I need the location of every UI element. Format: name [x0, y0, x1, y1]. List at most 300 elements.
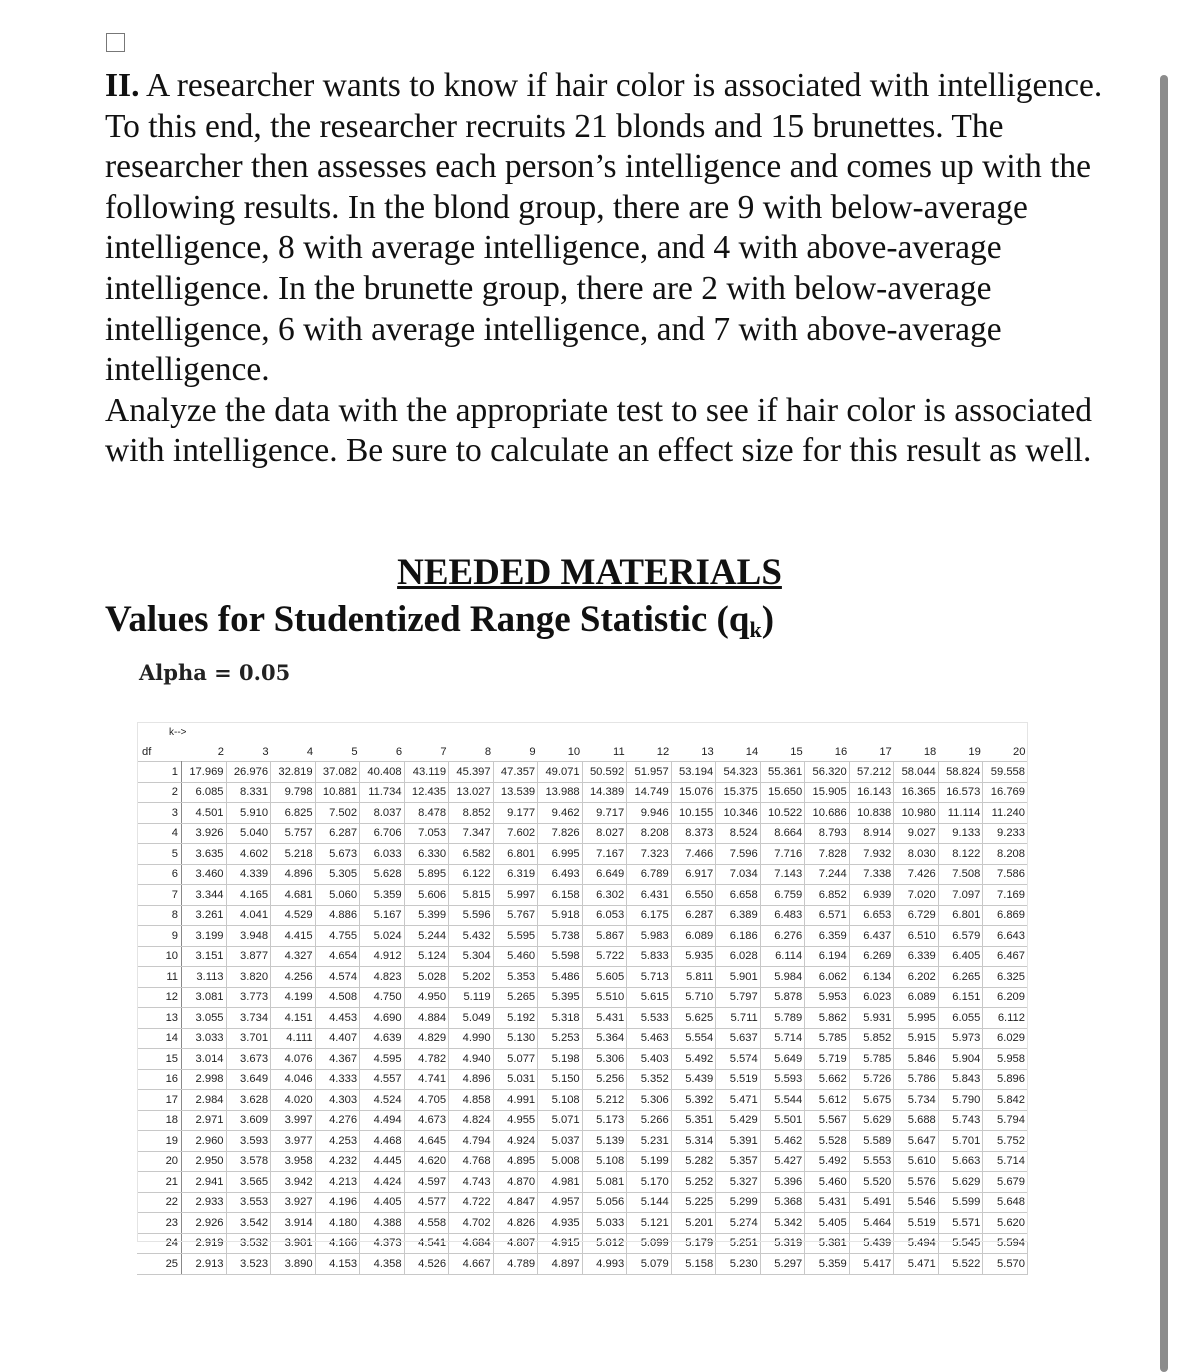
- q-value-cell: 5.815: [449, 885, 494, 906]
- q-value-cell: 4.020: [271, 1090, 316, 1111]
- q-value-cell: 6.483: [760, 905, 805, 926]
- q-value-cell: 56.320: [805, 762, 850, 783]
- q-value-cell: 10.155: [671, 803, 716, 824]
- q-value-cell: 5.878: [760, 987, 805, 1008]
- q-value-cell: 7.097: [938, 885, 983, 906]
- k-header: 15: [790, 745, 803, 758]
- q-value-cell: 7.338: [849, 864, 894, 885]
- q-value-cell: 4.367: [315, 1049, 360, 1070]
- studentized-range-table: [137, 722, 1028, 1270]
- q-value-cell: 5.198: [538, 1049, 583, 1070]
- q-value-cell: 5.031: [493, 1069, 538, 1090]
- q-value-cell: 6.158: [538, 885, 583, 906]
- q-value-cell: 3.199: [182, 926, 227, 947]
- df-cell: 2: [137, 782, 182, 803]
- q-value-cell: 5.192: [493, 1008, 538, 1029]
- q-value-cell: 4.896: [271, 864, 316, 885]
- question-paragraph-1: [105, 66, 1105, 391]
- q-value-cell: 5.647: [894, 1131, 939, 1152]
- q-value-cell: 4.424: [360, 1172, 405, 1193]
- q-value-cell: 5.752: [983, 1131, 1028, 1152]
- alpha-label: Alpha = 0.05: [139, 660, 291, 685]
- q-value-cell: 5.596: [449, 905, 494, 926]
- q-value-cell: 4.574: [315, 967, 360, 988]
- q-value-cell: 4.681: [271, 885, 316, 906]
- q-value-cell: 6.186: [716, 926, 761, 947]
- q-value-cell: 7.167: [582, 844, 627, 865]
- q-value-cell: 6.649: [582, 864, 627, 885]
- q-value-cell: 4.990: [449, 1028, 494, 1049]
- q-value-cell: 5.492: [671, 1049, 716, 1070]
- q-value-cell: 3.261: [182, 905, 227, 926]
- vertical-scrollbar[interactable]: [1160, 75, 1168, 1372]
- q-value-cell: 9.133: [938, 823, 983, 844]
- q-value-cell: 6.202: [894, 967, 939, 988]
- q-value-cell: 11.734: [360, 782, 405, 803]
- table-row: [137, 1151, 1028, 1172]
- q-value-cell: 5.399: [404, 905, 449, 926]
- q-value-cell: 4.829: [404, 1028, 449, 1049]
- q-value-cell: 5.895: [404, 864, 449, 885]
- table-row: [137, 885, 1028, 906]
- q-value-cell: 4.940: [449, 1049, 494, 1070]
- q-value-cell: 6.571: [805, 905, 850, 926]
- q-value-cell: 6.114: [760, 946, 805, 967]
- q-value-cell: 5.251: [716, 1233, 761, 1254]
- q-value-cell: 4.639: [360, 1028, 405, 1049]
- q-value-cell: 9.177: [493, 803, 538, 824]
- q-value-cell: 4.684: [449, 1233, 494, 1254]
- q-value-cell: 5.570: [983, 1254, 1028, 1275]
- q-value-cell: 5.299: [716, 1192, 761, 1213]
- q-value-cell: 4.196: [315, 1192, 360, 1213]
- q-value-cell: 5.359: [805, 1254, 850, 1275]
- q-value-cell: 3.014: [182, 1049, 227, 1070]
- q-value-cell: 4.722: [449, 1192, 494, 1213]
- q-value-cell: 6.852: [805, 885, 850, 906]
- q-value-cell: 4.558: [404, 1213, 449, 1234]
- df-cell: 18: [137, 1110, 182, 1131]
- q-value-cell: 6.085: [182, 782, 227, 803]
- q-value-cell: 5.121: [627, 1213, 672, 1234]
- q-value-cell: 5.612: [805, 1090, 850, 1111]
- df-header: df: [142, 745, 152, 758]
- q-value-cell: 4.915: [538, 1233, 583, 1254]
- q-value-cell: 2.960: [182, 1131, 227, 1152]
- q-value-cell: 6.269: [849, 946, 894, 967]
- q-value-cell: 5.256: [582, 1069, 627, 1090]
- df-cell: 7: [137, 885, 182, 906]
- q-value-cell: 32.819: [271, 762, 316, 783]
- q-value-cell: 5.431: [805, 1192, 850, 1213]
- q-value-cell: 3.890: [271, 1254, 316, 1275]
- q-value-cell: 3.820: [226, 967, 271, 988]
- table-row: [137, 864, 1028, 885]
- k-header: 11: [613, 745, 625, 758]
- q-value-cell: 5.995: [894, 1008, 939, 1029]
- df-cell: 3: [137, 803, 182, 824]
- q-value-cell: 5.202: [449, 967, 494, 988]
- q-value-cell: 5.574: [716, 1049, 761, 1070]
- q-value-cell: 5.212: [582, 1090, 627, 1111]
- q-value-cell: 7.347: [449, 823, 494, 844]
- q-value-cell: 2.926: [182, 1213, 227, 1234]
- q-value-cell: 5.304: [449, 946, 494, 967]
- answer-checkbox[interactable]: [106, 33, 125, 52]
- k-header: 19: [968, 745, 981, 758]
- k-arrow-label: k-->: [169, 726, 187, 738]
- q-value-cell: 4.153: [315, 1254, 360, 1275]
- q-value-cell: 3.553: [226, 1192, 271, 1213]
- q-value-cell: 58.824: [938, 762, 983, 783]
- q-value-cell: 4.445: [360, 1151, 405, 1172]
- q-value-cell: 7.602: [493, 823, 538, 844]
- q-value-cell: 5.610: [894, 1151, 939, 1172]
- q-value-cell: 5.486: [538, 967, 583, 988]
- q-value-cell: 5.460: [493, 946, 538, 967]
- q-value-cell: 5.265: [493, 987, 538, 1008]
- q-value-cell: 4.339: [226, 864, 271, 885]
- q-value-cell: 4.232: [315, 1151, 360, 1172]
- q-value-cell: 4.750: [360, 987, 405, 1008]
- question-text: A researcher wants to know if hair color is associated with intelligence. To this end, the researcher recruits 21 blonds and 15 brunettes. The researcher then assesses each person’s intelligence and comes up with the following results. In the blond group, there are 9 with below-average intelligence, 8 with average intelligence, and 4 with above-average intelligence. In the brunette group, there are 2 with below-average intelligence, 6 with average intelligence, and 7 with above-average intelligence.: [105, 67, 1103, 389]
- q-value-cell: 6.510: [894, 926, 939, 947]
- q-value-cell: 6.579: [938, 926, 983, 947]
- q-value-cell: 6.405: [938, 946, 983, 967]
- q-value-cell: 3.914: [271, 1213, 316, 1234]
- q-value-cell: 5.359: [360, 885, 405, 906]
- q-value-cell: 4.823: [360, 967, 405, 988]
- q-value-cell: 8.037: [360, 803, 405, 824]
- k-header: 17: [879, 745, 892, 758]
- q-value-cell: 5.028: [404, 967, 449, 988]
- table-row: [137, 762, 1028, 783]
- q-value-cell: 3.942: [271, 1172, 316, 1193]
- k-header: 5: [351, 745, 358, 758]
- q-value-cell: 4.577: [404, 1192, 449, 1213]
- df-cell: 25: [137, 1254, 182, 1275]
- q-value-cell: 5.915: [894, 1028, 939, 1049]
- q-value-cell: 9.946: [627, 803, 672, 824]
- q-value-cell: 5.040: [226, 823, 271, 844]
- q-value-cell: 5.368: [760, 1192, 805, 1213]
- df-cell: 4: [137, 823, 182, 844]
- q-value-cell: 6.062: [805, 967, 850, 988]
- table-title: [105, 598, 774, 643]
- q-value-cell: 3.081: [182, 987, 227, 1008]
- q-value-cell: 3.113: [182, 967, 227, 988]
- table-row: [137, 1008, 1028, 1029]
- q-value-cell: 4.253: [315, 1131, 360, 1152]
- q-value-cell: 5.615: [627, 987, 672, 1008]
- q-value-cell: 3.593: [226, 1131, 271, 1152]
- table-row: [137, 1090, 1028, 1111]
- q-value-cell: 5.554: [671, 1028, 716, 1049]
- q-value-cell: 5.060: [315, 885, 360, 906]
- q-value-cell: 4.529: [271, 905, 316, 926]
- q-value-cell: 5.625: [671, 1008, 716, 1029]
- q-value-cell: 16.365: [894, 782, 939, 803]
- q-value-cell: 5.024: [360, 926, 405, 947]
- q-value-cell: 3.673: [226, 1049, 271, 1070]
- q-value-cell: 3.948: [226, 926, 271, 947]
- q-value-cell: 5.464: [849, 1213, 894, 1234]
- q-value-cell: 12.435: [404, 782, 449, 803]
- q-value-cell: 4.256: [271, 967, 316, 988]
- q-value-cell: 5.544: [760, 1090, 805, 1111]
- q-value-cell: 5.201: [671, 1213, 716, 1234]
- q-value-cell: 5.494: [894, 1233, 939, 1254]
- q-value-cell: 5.605: [582, 967, 627, 988]
- q-value-cell: 5.546: [894, 1192, 939, 1213]
- q-value-cell: 5.282: [671, 1151, 716, 1172]
- q-value-cell: 4.789: [493, 1254, 538, 1275]
- df-cell: 11: [137, 967, 182, 988]
- k-header: 9: [529, 745, 536, 758]
- q-value-cell: 3.033: [182, 1028, 227, 1049]
- q-value-cell: 5.904: [938, 1049, 983, 1070]
- q-value-cell: 4.358: [360, 1254, 405, 1275]
- q-value-cell: 5.460: [805, 1172, 850, 1193]
- q-value-cell: 5.598: [538, 946, 583, 967]
- table-row: [137, 803, 1028, 824]
- q-value-cell: 4.165: [226, 885, 271, 906]
- q-value-cell: 5.158: [671, 1254, 716, 1275]
- q-value-cell: 5.571: [938, 1213, 983, 1234]
- q-value-cell: 8.027: [582, 823, 627, 844]
- q-value-cell: 4.847: [493, 1192, 538, 1213]
- q-value-cell: 5.935: [671, 946, 716, 967]
- q-value-cell: 3.532: [226, 1233, 271, 1254]
- q-value-cell: 5.726: [849, 1069, 894, 1090]
- q-value-cell: 3.977: [271, 1131, 316, 1152]
- q-value-cell: 14.389: [582, 782, 627, 803]
- q-value-cell: 4.654: [315, 946, 360, 967]
- q-value-cell: 2.933: [182, 1192, 227, 1213]
- q-value-cell: 7.169: [983, 885, 1028, 906]
- q-value-cell: 3.523: [226, 1254, 271, 1275]
- q-value-cell: 13.539: [493, 782, 538, 803]
- q-value-cell: 4.743: [449, 1172, 494, 1193]
- q-value-cell: 4.886: [315, 905, 360, 926]
- table-row: [137, 1131, 1028, 1152]
- q-value-cell: 5.553: [849, 1151, 894, 1172]
- q-value-cell: 5.173: [582, 1110, 627, 1131]
- q-value-cell: 5.797: [716, 987, 761, 1008]
- q-value-cell: 5.862: [805, 1008, 850, 1029]
- q-value-cell: 7.932: [849, 844, 894, 865]
- q-value-cell: 6.287: [671, 905, 716, 926]
- q-value-cell: 16.573: [938, 782, 983, 803]
- q-value-cell: 4.407: [315, 1028, 360, 1049]
- q-value-cell: 6.389: [716, 905, 761, 926]
- q-value-cell: 6.339: [894, 946, 939, 967]
- table-row: [137, 1192, 1028, 1213]
- q-value-cell: 58.044: [894, 762, 939, 783]
- q-value-cell: 4.333: [315, 1069, 360, 1090]
- q-value-cell: 5.785: [805, 1028, 850, 1049]
- q-value-cell: 3.773: [226, 987, 271, 1008]
- df-cell: 21: [137, 1172, 182, 1193]
- q-value-cell: 5.403: [627, 1049, 672, 1070]
- k-header: 13: [701, 745, 714, 758]
- df-cell: 14: [137, 1028, 182, 1049]
- q-value-cell: 5.629: [849, 1110, 894, 1131]
- k-header: 14: [745, 745, 759, 758]
- q-value-cell: 7.586: [983, 864, 1028, 885]
- q-value-cell: 10.838: [849, 803, 894, 824]
- q-value-cell: 4.782: [404, 1049, 449, 1070]
- q-value-cell: 5.012: [582, 1233, 627, 1254]
- q-value-cell: 5.170: [627, 1172, 672, 1193]
- q-value-cell: 5.973: [938, 1028, 983, 1049]
- q-value-cell: 5.528: [805, 1131, 850, 1152]
- q-value-cell: 8.208: [627, 823, 672, 844]
- q-value-cell: 4.526: [404, 1254, 449, 1275]
- q-value-cell: 5.463: [627, 1028, 672, 1049]
- q-value-cell: 5.432: [449, 926, 494, 947]
- q-value-cell: 5.896: [983, 1069, 1028, 1090]
- q-value-cell: 3.701: [226, 1028, 271, 1049]
- q-value-cell: 4.896: [449, 1069, 494, 1090]
- q-value-cell: 5.673: [315, 844, 360, 865]
- q-value-cell: 6.825: [271, 803, 316, 824]
- q-value-cell: 6.467: [983, 946, 1028, 967]
- q-value-cell: 2.919: [182, 1233, 227, 1254]
- q-value-cell: 5.711: [716, 1008, 761, 1029]
- q-value-cell: 4.557: [360, 1069, 405, 1090]
- q-value-cell: 37.082: [315, 762, 360, 783]
- q-value-cell: 5.629: [938, 1172, 983, 1193]
- q-value-cell: 3.927: [271, 1192, 316, 1213]
- q-value-cell: 5.713: [627, 967, 672, 988]
- q-value-cell: 5.738: [538, 926, 583, 947]
- q-value-cell: 6.055: [938, 1008, 983, 1029]
- q-value-cell: 4.645: [404, 1131, 449, 1152]
- q-value-cell: 5.395: [538, 987, 583, 1008]
- q-value-cell: 51.957: [627, 762, 672, 783]
- q-value-cell: 5.910: [226, 803, 271, 824]
- q-value-cell: 4.673: [404, 1110, 449, 1131]
- df-cell: 23: [137, 1213, 182, 1234]
- q-value-cell: 5.648: [983, 1192, 1028, 1213]
- q-value-cell: 5.867: [582, 926, 627, 947]
- q-value-cell: 4.895: [493, 1151, 538, 1172]
- q-value-cell: 6.729: [894, 905, 939, 926]
- q-value-cell: 8.524: [716, 823, 761, 844]
- q-value-cell: 10.686: [805, 803, 850, 824]
- q-value-cell: 26.976: [226, 762, 271, 783]
- q-value-cell: 7.502: [315, 803, 360, 824]
- q-value-cell: 5.439: [849, 1233, 894, 1254]
- q-value-cell: 5.953: [805, 987, 850, 1008]
- q-value-cell: 7.466: [671, 844, 716, 865]
- q-value-cell: 4.950: [404, 987, 449, 1008]
- df-cell: 9: [137, 926, 182, 947]
- q-value-cell: 7.053: [404, 823, 449, 844]
- q-value-cell: 5.722: [582, 946, 627, 967]
- q-value-cell: 6.302: [582, 885, 627, 906]
- q-value-cell: 5.918: [538, 905, 583, 926]
- q-value-cell: 4.180: [315, 1213, 360, 1234]
- q-value-cell: 6.330: [404, 844, 449, 865]
- q-value-cell: 4.935: [538, 1213, 583, 1234]
- df-cell: 16: [137, 1069, 182, 1090]
- q-value-cell: 43.119: [404, 762, 449, 783]
- q-value-cell: 5.719: [805, 1049, 850, 1070]
- k-header: 10: [567, 745, 581, 758]
- q-value-cell: 5.405: [805, 1213, 850, 1234]
- q-value-cell: 5.318: [538, 1008, 583, 1029]
- q-value-cell: 3.926: [182, 823, 227, 844]
- q-value-cell: 40.408: [360, 762, 405, 783]
- q-value-cell: 5.352: [627, 1069, 672, 1090]
- q-value-cell: 4.468: [360, 1131, 405, 1152]
- q-value-cell: 7.426: [894, 864, 939, 885]
- table-row: [137, 1254, 1028, 1275]
- q-value-cell: 4.702: [449, 1213, 494, 1234]
- q-value-cell: 7.244: [805, 864, 850, 885]
- q-value-cell: 4.807: [493, 1233, 538, 1254]
- q-value-cell: 4.541: [404, 1233, 449, 1254]
- q-value-cell: 5.594: [983, 1233, 1028, 1254]
- q-value-cell: 55.361: [760, 762, 805, 783]
- q-value-cell: 5.274: [716, 1213, 761, 1234]
- q-value-cell: 16.143: [849, 782, 894, 803]
- q-value-cell: 5.314: [671, 1131, 716, 1152]
- q-value-cell: 6.801: [938, 905, 983, 926]
- q-value-cell: 5.785: [849, 1049, 894, 1070]
- q-value-cell: 4.620: [404, 1151, 449, 1172]
- q-value-cell: 5.099: [627, 1233, 672, 1254]
- df-cell: 6: [137, 864, 182, 885]
- q-value-cell: 6.359: [805, 926, 850, 947]
- q-value-cell: 5.491: [849, 1192, 894, 1213]
- q-value-cell: 3.635: [182, 844, 227, 865]
- q-value-cell: 5.471: [716, 1090, 761, 1111]
- q-value-cell: 2.971: [182, 1110, 227, 1131]
- q-value-cell: 5.381: [805, 1233, 850, 1254]
- q-value-cell: 5.743: [938, 1110, 983, 1131]
- q-value-cell: 3.649: [226, 1069, 271, 1090]
- q-value-cell: 4.897: [538, 1254, 583, 1275]
- q-value-cell: 8.122: [938, 844, 983, 865]
- q-value-cell: 5.533: [627, 1008, 672, 1029]
- q-value-cell: 6.089: [894, 987, 939, 1008]
- q-value-cell: 5.593: [760, 1069, 805, 1090]
- q-value-cell: 15.905: [805, 782, 850, 803]
- q-value-cell: 5.218: [271, 844, 316, 865]
- q-value-cell: 5.108: [538, 1090, 583, 1111]
- q-value-cell: 2.998: [182, 1069, 227, 1090]
- q-value-cell: 6.089: [671, 926, 716, 947]
- q-value-cell: 5.679: [983, 1172, 1028, 1193]
- q-value-cell: 5.230: [716, 1254, 761, 1275]
- question-block: [105, 66, 1105, 472]
- df-cell: 17: [137, 1090, 182, 1111]
- q-value-cell: 4.741: [404, 1069, 449, 1090]
- q-value-cell: 8.914: [849, 823, 894, 844]
- q-value-cell: 4.870: [493, 1172, 538, 1193]
- q-value-cell: 5.049: [449, 1008, 494, 1029]
- q-value-cell: 4.768: [449, 1151, 494, 1172]
- q-value-cell: 5.595: [493, 926, 538, 947]
- q-value-cell: 13.988: [538, 782, 583, 803]
- q-value-cell: 6.939: [849, 885, 894, 906]
- q-value-cell: 6.869: [983, 905, 1028, 926]
- q-value-cell: 5.510: [582, 987, 627, 1008]
- df-cell: 5: [137, 844, 182, 865]
